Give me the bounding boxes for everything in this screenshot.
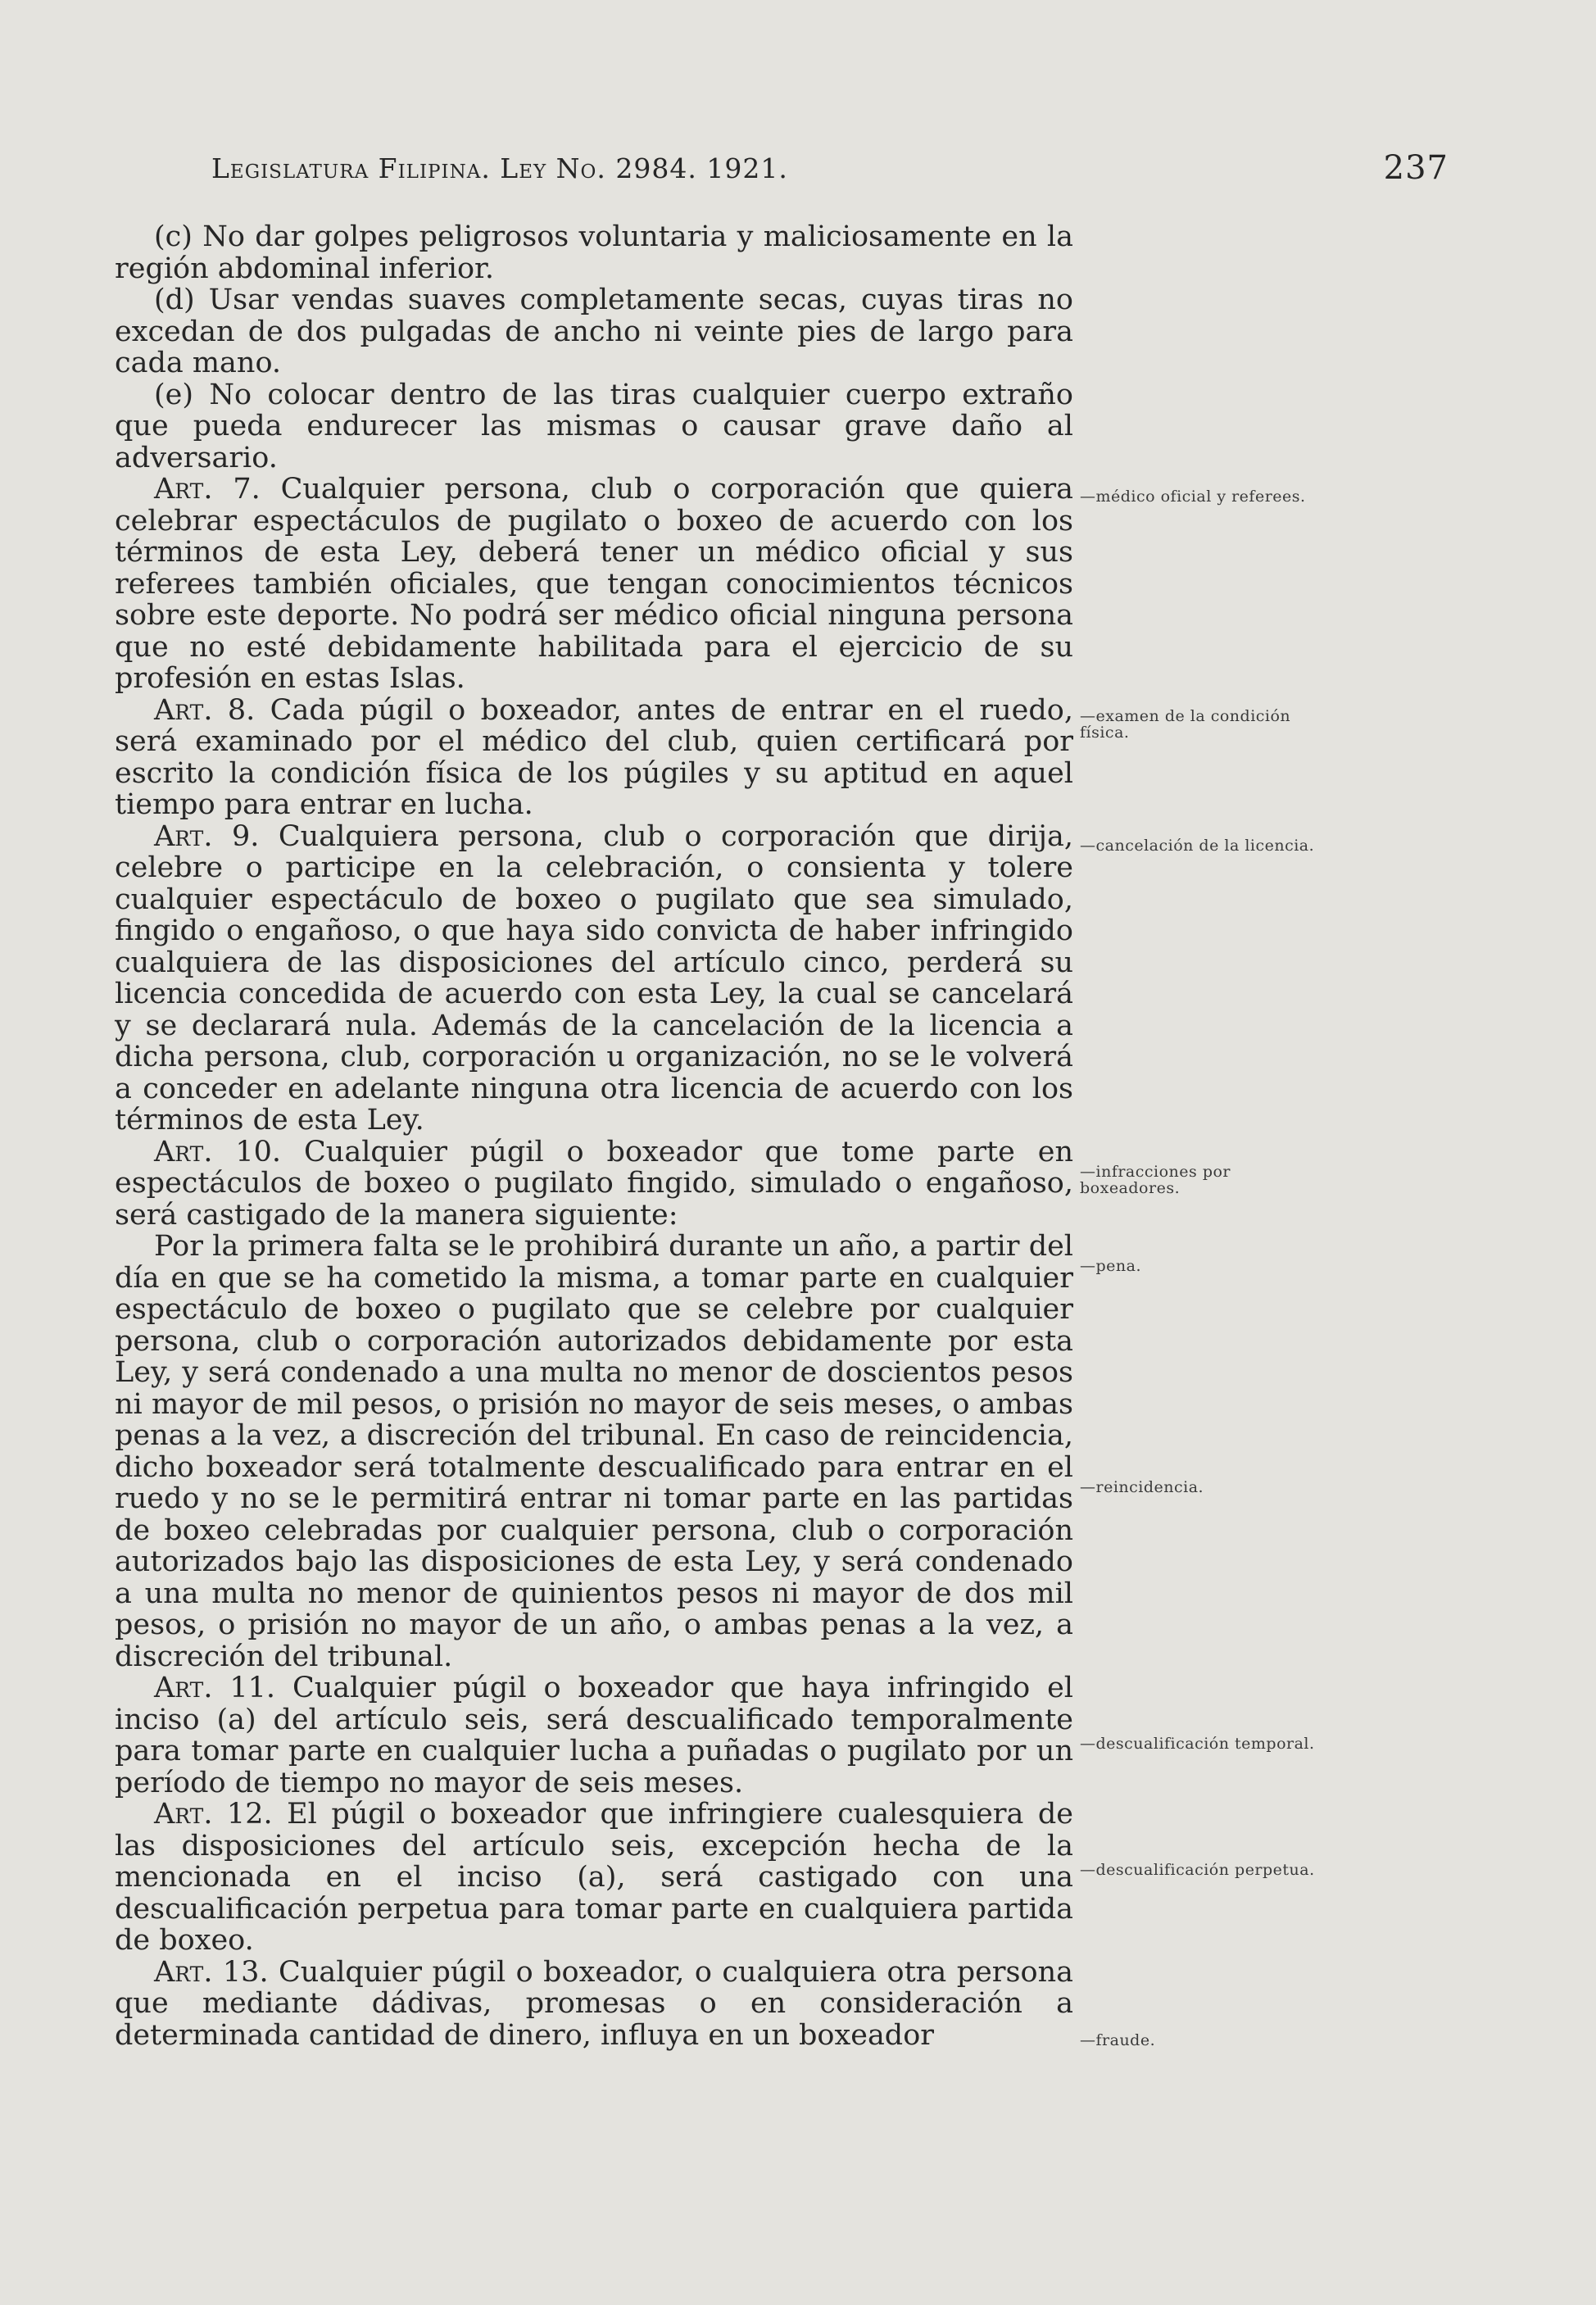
article-12 — [115, 1799, 1073, 1957]
article-10 — [115, 1137, 1073, 1232]
article-label: Art. 12. — [154, 1798, 273, 1831]
paragraph-d — [115, 284, 1073, 379]
margin-note-pena: —pena. — [1080, 1257, 1142, 1275]
article-label: Art. 11. — [154, 1672, 276, 1704]
article-13 — [115, 1957, 1073, 2052]
running-header — [211, 149, 1449, 193]
paragraph-text: Cualquier persona, club o corporación que quiera celebrar espectáculos de pugilato o boxeo de acuerdo con los términos de esta Ley, deberá tener un médico oficial y sus referees también oficiales, que tengan conocimientos técnicos sobre este deporte. No podrá ser médico oficial ninguna persona que no esté debidamente habilitada para el ejercicio de su profesión en estas Islas. — [115, 473, 1073, 695]
margin-note-referees: —médico oficial y referees. — [1080, 488, 1306, 506]
paragraph-text: (e) No colocar dentro de las tiras cualquier cuerpo extraño que pueda endurecer las mismas o causar grave daño al adversario. — [115, 378, 1073, 474]
article-8 — [115, 695, 1073, 821]
article-11 — [115, 1672, 1073, 1799]
margin-note-descualificacion-perpetua: —descualificación perpetua. — [1080, 1861, 1315, 1879]
paragraph-e — [115, 379, 1073, 474]
paragraph-text: Cada púgil o boxeador, antes de entrar en el ruedo, será examinado por el médico del club, quien certificará por escrito la condición física de los púgiles y su aptitud en aquel tiempo para entrar en lucha. — [115, 693, 1073, 821]
paragraph-text: Cualquiera persona, club o corporación que dirija, celebre o participe en la celebración, o consienta y tolere cualquier espectáculo de boxeo o pugilato que sea simulado, fingido o engañoso, o que haya sido convicta de haber infringido cualquiera de las disposiciones del artículo cinco, perderá su licencia concedida de acuerdo con esta Ley, la cual se cancelará y se declarará nula. Además de la cancelación de la licencia a dicha persona, club, corporación u organización, no se le volverá a conceder en adelante ninguna otra licencia de acuerdo con los términos de esta Ley. — [115, 819, 1073, 1137]
margin-note-reincidencia: —reincidencia. — [1080, 1478, 1204, 1496]
article-7 — [115, 474, 1073, 695]
article-label: Art. 9. — [154, 819, 260, 853]
article-label: Art. 7. — [154, 473, 261, 506]
header-title: Legislatura Filipina. Ley No. 2984. 1921. — [211, 152, 788, 184]
article-9 — [115, 821, 1073, 1137]
article-label: Art. 8. — [154, 693, 256, 727]
paragraph-text: (d) Usar vendas suaves completamente secas, cuyas tiras no excedan de dos pulgadas de ancho ni veinte pies de largo para cada mano. — [115, 284, 1073, 379]
article-label: Art. 13. — [154, 1955, 269, 1989]
margin-note-fraude: —fraude. — [1080, 2031, 1156, 2049]
paragraph-c — [115, 221, 1073, 284]
page-number: 237 — [1383, 149, 1449, 187]
paragraph-text: Cualquier púgil o boxeador que haya infringido el inciso (a) del artículo seis, será descualificado temporalmente para tomar parte en cualquier lucha a puñadas o pugilato por un período de tiempo no mayor de seis meses. — [115, 1672, 1073, 1799]
paragraph-text: (c) No dar golpes peligrosos voluntaria y maliciosamente en la región abdominal inferior. — [115, 220, 1073, 285]
margin-note-descualificacion-temporal: —descualificación temporal. — [1080, 1735, 1315, 1753]
article-label: Art. 10. — [154, 1135, 282, 1168]
body-text — [115, 221, 1073, 2051]
margin-note-examen: —examen de la condición física. — [1080, 707, 1291, 742]
paragraph-text: Cualquier púgil o boxeador que tome parte en espectáculos de boxeo o pugilato fingido, simulado o engañoso, será castigado de la manera siguiente: — [115, 1135, 1074, 1232]
paragraph-text: El púgil o boxeador que infringiere cualesquiera de las disposiciones del artículo seis, excepción hecha de la mencionada en el inciso (a), será castigado con una descualificación perpetua para tomar parte en cualquiera partida de boxeo. — [115, 1798, 1074, 1957]
paragraph-penalties — [115, 1231, 1073, 1672]
paragraph-text: Por la primera falta se le prohibirá durante un año, a partir del día en que se ha cometido la misma, a tomar parte en cualquier espectáculo de boxeo o pugilato que se celebre por cualquier persona, club o corporación autorizados debidamente por esta Ley, y será condenado a una multa no menor de doscientos pesos ni mayor de mil pesos, o prisión no mayor de seis meses, o ambas penas a la vez, a discreción del tribunal. En caso de reincidencia, dicho boxeador será totalmente descualificado para entrar en el ruedo y no se le permitirá entrar ni tomar parte en las partidas de boxeo celebradas por cualquier persona, club o corporación autorizados bajo las disposiciones de esta Ley, y será condenado a una multa no menor de quinientos pesos ni mayor de dos mil pesos, o prisión no mayor de un año, o ambas penas a la vez, a discreción del tribunal. — [115, 1230, 1073, 1673]
margin-note-cancelacion: —cancelación de la licencia. — [1080, 837, 1315, 855]
paragraph-text: Cualquier púgil o boxeador, o cualquiera otra persona que mediante dádivas, promesas o en consideración a determinada cantidad de dinero, influya en un boxeador — [115, 1955, 1073, 2052]
margin-note-infracciones: —infracciones por boxeadores. — [1080, 1163, 1231, 1197]
